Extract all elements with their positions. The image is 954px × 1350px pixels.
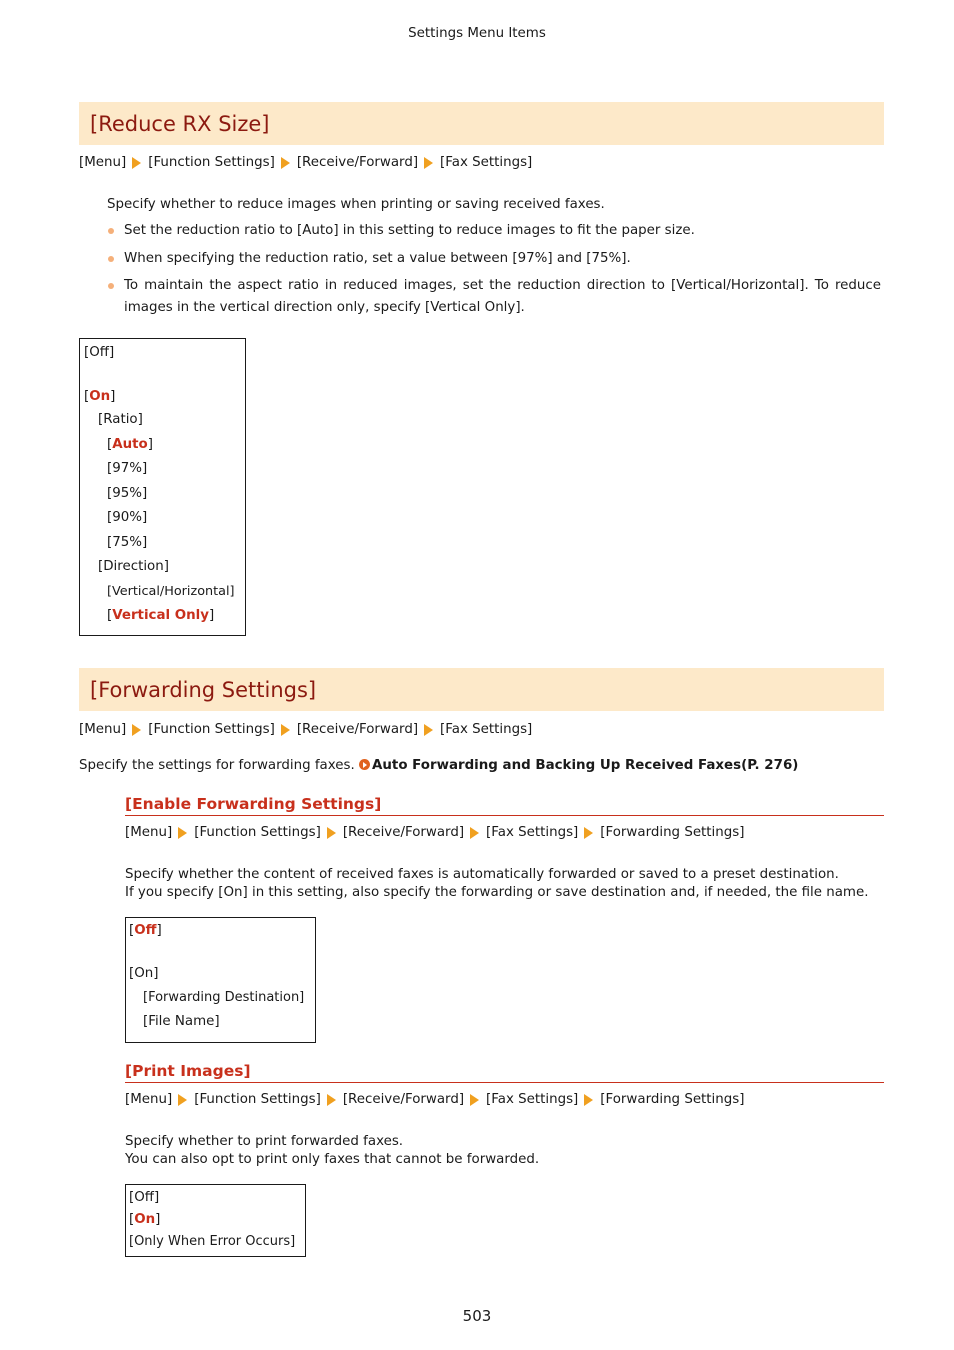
breadcrumb-item: [Function Settings] [194, 1092, 321, 1107]
list-item: When specifying the reduction ratio, set a value between [97%] and [75%]. [107, 248, 881, 270]
breadcrumb-arrow-icon [178, 1094, 187, 1106]
running-head: Settings Menu Items [408, 26, 546, 41]
default-value: Auto [112, 437, 148, 452]
option-off: [Off] [84, 345, 115, 360]
option-file-name: [File Name] [143, 1014, 220, 1029]
default-value: On [134, 1212, 156, 1227]
options-box [125, 1184, 306, 1257]
breadcrumb-item: [Fax Settings] [486, 1092, 579, 1107]
breadcrumb-arrow-icon [327, 1094, 336, 1106]
breadcrumb [125, 1092, 744, 1107]
bullet-list [107, 220, 881, 325]
cross-reference-link[interactable]: Auto Forwarding and Backing Up Received Faxes(P. 276) [372, 758, 799, 773]
default-value: On [89, 389, 111, 404]
breadcrumb-item: [Forwarding Settings] [600, 1092, 745, 1107]
section-header-forwarding-settings [79, 668, 884, 711]
breadcrumb-item: [Function Settings] [148, 155, 275, 170]
bullet-icon [108, 283, 114, 289]
options-box [79, 338, 246, 636]
breadcrumb-arrow-icon [584, 827, 593, 839]
option-75: [75%] [107, 535, 148, 550]
breadcrumb-item: [Fax Settings] [440, 722, 533, 737]
breadcrumb [125, 825, 744, 840]
option-97: [97%] [107, 461, 148, 476]
section-title: [Forwarding Settings] [90, 677, 317, 702]
option-off: [Off] [129, 1190, 160, 1205]
option-only-when-error: [Only When Error Occurs] [129, 1234, 296, 1249]
option-on: [On] [129, 1212, 161, 1227]
list-item: To maintain the aspect ratio in reduced images, set the reduction direction to [Vertical/Horizontal]. To reduce images in the vertical direction only, specify [Vertical Only]. [107, 275, 881, 319]
breadcrumb-arrow-icon [327, 827, 336, 839]
breadcrumb-item: [Menu] [79, 722, 127, 737]
page-number: 503 [462, 1307, 492, 1325]
breadcrumb-item: [Receive/Forward] [296, 722, 419, 737]
breadcrumb-item: [Receive/Forward] [296, 155, 419, 170]
option-auto: [Auto] [107, 437, 153, 452]
option-on: [On] [129, 966, 159, 981]
description-line: If you specify [On] in this setting, also specify the forwarding or save destination and, if needed, the file name. [125, 885, 869, 900]
breadcrumb-arrow-icon [132, 724, 141, 736]
description: Specify the settings for forwarding faxes. Auto Forwarding and Backing Up Received Faxes(P. 276) [79, 758, 799, 773]
link-arrow-icon [359, 759, 370, 770]
breadcrumb-item: [Menu] [125, 825, 173, 840]
breadcrumb-arrow-icon [424, 724, 433, 736]
options-box [125, 917, 316, 1043]
breadcrumb-item: [Function Settings] [148, 722, 275, 737]
option-off: [Off] [129, 923, 162, 938]
description-line: Specify whether the content of received faxes is automatically forwarded or saved to a preset destination. [125, 867, 839, 882]
breadcrumb-arrow-icon [470, 827, 479, 839]
breadcrumb-arrow-icon [424, 157, 433, 169]
breadcrumb [79, 722, 532, 737]
breadcrumb-arrow-icon [178, 827, 187, 839]
breadcrumb-item: [Forwarding Settings] [600, 825, 745, 840]
option-95: [95%] [107, 486, 148, 501]
option-forwarding-destination: [Forwarding Destination] [143, 990, 305, 1005]
breadcrumb [79, 155, 532, 170]
breadcrumb-arrow-icon [281, 157, 290, 169]
breadcrumb-item: [Fax Settings] [486, 825, 579, 840]
breadcrumb-item: [Menu] [125, 1092, 173, 1107]
default-value: Vertical Only [112, 608, 210, 623]
breadcrumb-arrow-icon [132, 157, 141, 169]
breadcrumb-arrow-icon [584, 1094, 593, 1106]
section-header-reduce-rx-size [79, 102, 884, 145]
description-line: Specify whether to print forwarded faxes. [125, 1134, 404, 1149]
description-line: You can also opt to print only faxes that cannot be forwarded. [125, 1152, 540, 1167]
subsection-title-enable-forwarding: [Enable Forwarding Settings] [125, 795, 884, 816]
bullet-icon [108, 256, 114, 262]
breadcrumb-arrow-icon [470, 1094, 479, 1106]
option-ratio: [Ratio] [98, 412, 143, 427]
default-value: Off [134, 923, 157, 938]
breadcrumb-item: [Menu] [79, 155, 127, 170]
breadcrumb-arrow-icon [281, 724, 290, 736]
option-on: [On] [84, 389, 116, 404]
breadcrumb-item: [Receive/Forward] [342, 825, 465, 840]
description: Specify whether to reduce images when printing or saving received faxes. [107, 197, 605, 212]
option-vertical-horizontal: [Vertical/Horizontal] [107, 584, 235, 599]
list-item: Set the reduction ratio to [Auto] in this setting to reduce images to fit the paper size. [107, 220, 881, 242]
option-90: [90%] [107, 510, 148, 525]
bullet-icon [108, 228, 114, 234]
breadcrumb-item: [Receive/Forward] [342, 1092, 465, 1107]
option-vertical-only: [Vertical Only] [107, 608, 215, 623]
breadcrumb-item: [Fax Settings] [440, 155, 533, 170]
subsection-title-print-images: [Print Images] [125, 1062, 884, 1083]
breadcrumb-item: [Function Settings] [194, 825, 321, 840]
option-direction: [Direction] [98, 559, 169, 574]
section-title: [Reduce RX Size] [90, 111, 270, 136]
